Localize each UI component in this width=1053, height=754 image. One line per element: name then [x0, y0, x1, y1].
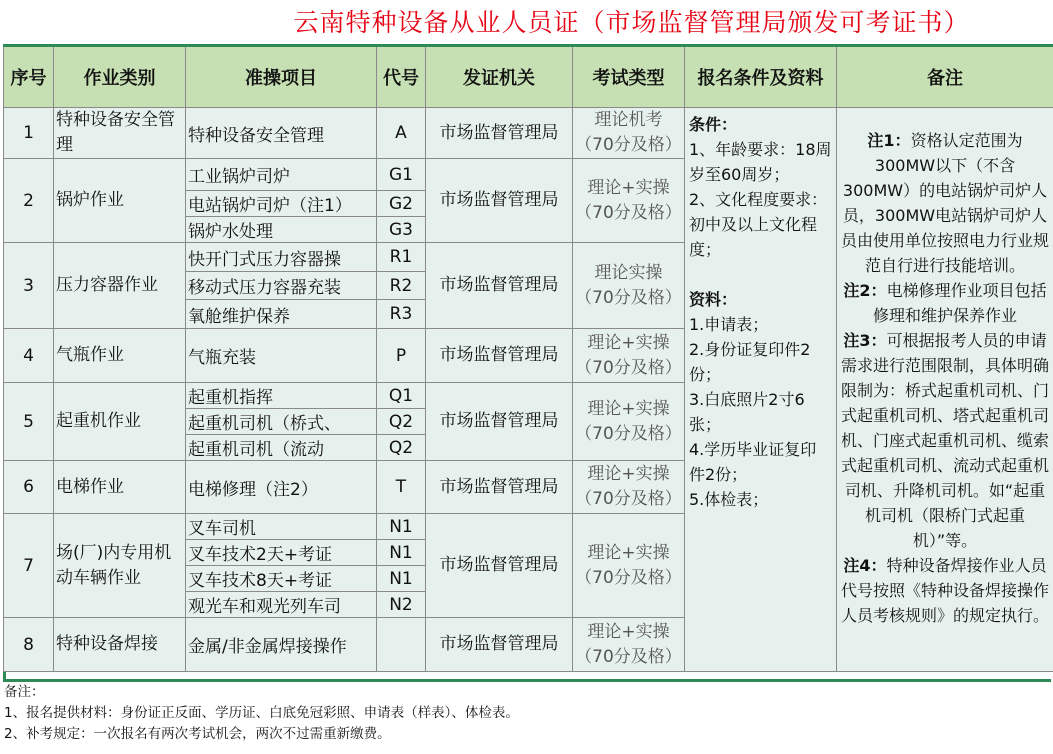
row-number: 2: [4, 159, 54, 243]
remark-label: 注4：: [843, 556, 887, 575]
authority-cell: 市场监督管理局: [426, 383, 573, 461]
remark-note: [841, 128, 1049, 278]
header-item: 准操项目: [186, 46, 377, 108]
exam-type: 理论+实操: [587, 464, 670, 484]
item-cell: 特种设备安全管理: [186, 108, 377, 159]
code-cell: T: [377, 461, 426, 514]
authority-cell: 市场监督管理局: [426, 461, 573, 514]
item-cell: 金属/非金属焊接操作: [186, 618, 377, 672]
exam-pass-note: （70分及格）: [575, 489, 682, 509]
exam-type-cell: [573, 461, 685, 514]
code-cell: R3: [377, 300, 426, 329]
remark-text: 资格认定范围为300MW以下（不含300MW）的电站锅炉司炉人员，300MW电站锅炉司炉人员由使用单位按照电力行业规范自行进行技能培训。: [841, 131, 1050, 275]
certificate-table: [3, 44, 1053, 672]
item-cell: 移动式压力容器充装: [186, 272, 377, 300]
material-line: 1.申请表；: [689, 315, 769, 334]
conditions-cell: [685, 108, 837, 672]
code-cell: Q1: [377, 383, 426, 409]
code-cell: Q2: [377, 409, 426, 435]
remark-label: 注1：: [867, 131, 911, 150]
item-cell: 叉车司机: [186, 514, 377, 540]
exam-pass-note: （70分及格）: [575, 646, 682, 667]
remark-label: 注3：: [843, 331, 887, 350]
exam-type-cell: [573, 618, 685, 672]
category-cell: 气瓶作业: [54, 329, 186, 383]
remark-note: [841, 553, 1049, 628]
exam-pass-note: （70分及格）: [575, 357, 682, 378]
authority-cell: 市场监督管理局: [426, 329, 573, 383]
authority-cell: 市场监督管理局: [426, 618, 573, 672]
item-cell: 工业锅炉司炉: [186, 159, 377, 191]
exam-pass-note: （70分及格）: [575, 423, 682, 444]
code-cell: A: [377, 108, 426, 159]
category-cell: 起重机作业: [54, 383, 186, 461]
exam-pass-note: （70分及格）: [575, 135, 682, 155]
item-cell: 起重机司机（桥式、: [186, 409, 377, 435]
header-exam-type: 考试类型: [573, 46, 685, 108]
exam-type: 理论+实操: [587, 542, 670, 563]
exam-type-cell: [573, 243, 685, 329]
exam-pass-note: （70分及格）: [575, 202, 682, 223]
code-cell: Q2: [377, 435, 426, 461]
item-cell: 起重机指挥: [186, 383, 377, 409]
header-no: 序号: [4, 46, 54, 108]
remark-text: 特种设备焊接作业人员代号按照《特种设备焊接操作人员考核规则》的规定执行。: [841, 556, 1050, 625]
exam-type-cell: [573, 159, 685, 243]
authority-cell: 市场监督管理局: [426, 243, 573, 329]
row-number: 1: [4, 108, 54, 159]
item-cell: 起重机司机（流动: [186, 435, 377, 461]
code-cell: [377, 618, 426, 672]
exam-type: 理论+实操: [587, 398, 670, 419]
code-cell: R2: [377, 272, 426, 300]
exam-type: 理论机考: [594, 110, 663, 130]
row-number: 4: [4, 329, 54, 383]
exam-type: 理论+实操: [587, 332, 670, 353]
row-number: 8: [4, 618, 54, 672]
row-number: 3: [4, 243, 54, 329]
item-cell: 电梯修理（注2）: [186, 461, 377, 514]
header-conditions: 报名条件及资料: [685, 46, 837, 108]
authority-cell: 市场监督管理局: [426, 514, 573, 618]
exam-type: 理论+实操: [587, 177, 670, 198]
conditions-title: 条件：: [689, 115, 738, 134]
code-cell: N1: [377, 540, 426, 566]
remark-note: [841, 328, 1049, 553]
code-cell: G2: [377, 191, 426, 217]
material-line: 2.身份证复印件2份；: [689, 340, 811, 384]
item-cell: 叉车技术2天+考证: [186, 540, 377, 566]
header-category: 作业类别: [54, 46, 186, 108]
materials-title: 资料：: [689, 290, 738, 309]
category-cell: 特种设备安全管理: [54, 108, 186, 159]
table-body: [4, 108, 1053, 672]
remark-note: [841, 278, 1049, 328]
row-number: 6: [4, 461, 54, 514]
footer-label: 备注：: [4, 684, 45, 700]
code-cell: P: [377, 329, 426, 383]
remark-text: 可根据报考人员的申请需求进行范围限制，具体明确限制为：桥式起重机司机、门式起重机司机、塔式起重机司机、门座式起重机司机、缆索式起重机司机、流动式起重机司机、升降机司机。如“起重机司机（限桥门式起重机）”等。: [841, 331, 1050, 550]
exam-pass-note: （70分及格）: [575, 567, 682, 588]
code-cell: N1: [377, 514, 426, 540]
remark-label: 注2：: [843, 281, 887, 300]
exam-type-cell: [573, 329, 685, 383]
category-cell: 电梯作业: [54, 461, 186, 514]
item-cell: 快开门式压力容器操: [186, 243, 377, 272]
item-cell: 锅炉水处理: [186, 217, 377, 243]
header-notes: 备注: [837, 46, 1053, 108]
row-number: 5: [4, 383, 54, 461]
footer-notes: [4, 682, 1049, 754]
table-row: [4, 108, 1053, 159]
category-cell: 特种设备焊接: [54, 618, 186, 672]
material-line: 5.体检表；: [689, 490, 769, 509]
code-cell: G1: [377, 159, 426, 191]
authority-cell: 市场监督管理局: [426, 108, 573, 159]
category-cell: 锅炉作业: [54, 159, 186, 243]
code-cell: N2: [377, 592, 426, 618]
condition-line: 2、文化程度要求：初中及以上文化程度；: [689, 190, 828, 259]
material-line: 4.学历毕业证复印件2份；: [689, 440, 817, 484]
code-cell: R1: [377, 243, 426, 272]
material-line: 3.白底照片2寸6张；: [689, 390, 805, 434]
item-cell: 观光车和观光列车司: [186, 592, 377, 618]
remarks-cell: [837, 108, 1053, 672]
footer-line: 1、报名提供材料：身份证正反面、学历证、白底免冠彩照、申请表（样表）、体检表。: [4, 705, 519, 721]
authority-cell: 市场监督管理局: [426, 159, 573, 243]
remark-text: 电梯修理作业项目包括修理和维护保养作业: [872, 281, 1047, 325]
item-cell: 电站锅炉司炉（注1）: [186, 191, 377, 217]
row-number: 7: [4, 514, 54, 618]
category-cell: 压力容器作业: [54, 243, 186, 329]
footer-line: 2、补考规定：一次报名有两次考试机会，两次不过需重新缴费。: [4, 726, 391, 742]
header-code: 代号: [377, 46, 426, 108]
item-cell: 氧舱维护保养: [186, 300, 377, 329]
code-cell: N1: [377, 566, 426, 592]
condition-line: 1、年龄要求：18周岁至60周岁；: [689, 140, 832, 184]
header-authority: 发证机关: [426, 46, 573, 108]
exam-type: 理论实操: [594, 262, 663, 283]
page-title: 云南特种设备从业人员证（市场监督管理局颁发可考证书）: [293, 8, 970, 37]
table-header-row: [4, 46, 1053, 108]
exam-type-cell: [573, 514, 685, 618]
item-cell: 气瓶充装: [186, 329, 377, 383]
code-cell: G3: [377, 217, 426, 243]
exam-type-cell: [573, 108, 685, 159]
exam-pass-note: （70分及格）: [575, 287, 682, 308]
exam-type-cell: [573, 383, 685, 461]
category-cell: 场(厂)内专用机动车辆作业: [54, 514, 186, 618]
exam-type: 理论+实操: [587, 621, 670, 642]
item-cell: 叉车技术8天+考证: [186, 566, 377, 592]
